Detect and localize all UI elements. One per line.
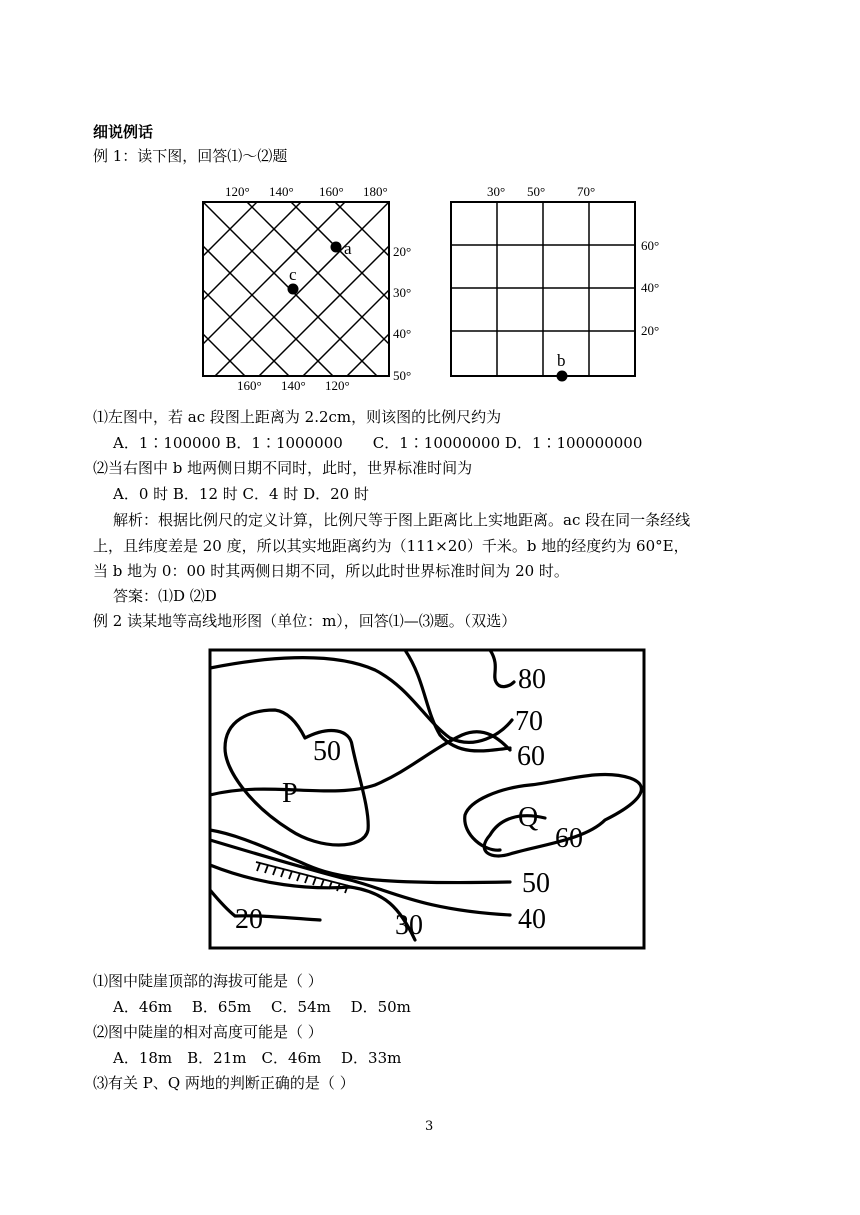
point-a-marker <box>331 242 342 253</box>
point-b-label: b <box>557 351 566 370</box>
ex1-q2-options: A．0 时 B．12 时 C．4 时 D．20 时 <box>113 485 369 503</box>
ex2-q1-stem: ⑴图中陡崖顶部的海拔可能是（ ） <box>93 972 323 990</box>
right-top-label: 50° <box>527 184 546 199</box>
left-bottom-label: 140° <box>281 378 306 393</box>
contour-50 <box>210 830 510 883</box>
contour-map <box>200 640 660 955</box>
contour-label: 20 <box>235 904 263 935</box>
contour-20 <box>210 890 320 920</box>
point-p-label: P <box>282 778 298 809</box>
page-number: 3 <box>425 1119 434 1134</box>
right-top-label: 30° <box>487 184 506 199</box>
ex1-analysis-line: 当 b 地为 0：00 时其两侧日期不同，所以此时世界标准时间为 20 时。 <box>93 562 569 580</box>
ex1-q1-options: A．1∶100000 B．1∶1000000 C．1∶10000000 D．1∶100000000 <box>113 434 643 452</box>
contour-lines <box>210 650 641 940</box>
left-right-label: 40° <box>393 326 412 341</box>
point-c-marker <box>288 284 299 295</box>
left-top-label: 140° <box>269 184 294 199</box>
contour-70 <box>210 658 512 743</box>
example2-intro: 例 2 读某地等高线地形图（单位：m），回答⑴—⑶题。（双选） <box>93 612 517 630</box>
ex2-q1-options: A．46m B．65m C．54m D．50m <box>113 998 411 1016</box>
contour-60-q <box>465 774 642 856</box>
ex2-q2-stem: ⑵图中陡崖的相对高度可能是（ ） <box>93 1023 323 1041</box>
left-top-label: 160° <box>319 184 344 199</box>
ex2-q3-stem: ⑶有关 P、Q 两地的判断正确的是（ ） <box>93 1074 355 1092</box>
contour-80 <box>490 650 514 687</box>
left-bottom-label: 160° <box>237 378 262 393</box>
contour-label: 50 <box>313 736 341 767</box>
ex1-q1-stem: ⑴左图中，若 ac 段图上距离为 2.2cm，则该图的比例尺约为 <box>93 408 502 426</box>
left-top-label: 180° <box>363 184 388 199</box>
left-top-label: 120° <box>225 184 250 199</box>
right-right-label: 20° <box>641 323 660 338</box>
ex1-answer: 答案：⑴D ⑵D <box>113 587 217 605</box>
right-map <box>445 178 675 388</box>
contour-label: 50 <box>522 868 550 899</box>
contour-label: 60 <box>517 741 545 772</box>
example1-intro: 例 1：读下图，回答⑴～⑵题 <box>93 147 288 165</box>
ex1-analysis-line: 上，且纬度差是 20 度，所以其实地距离约为（111×20）千米。b 地的经度约为 60°E， <box>93 537 689 555</box>
ex2-q2-options: A．18m B．21m C．46m D．33m <box>113 1049 402 1067</box>
ex1-q2-stem: ⑵当右图中 b 地两侧日期不同时，此时，世界标准时间为 <box>93 459 473 477</box>
point-b-marker <box>557 371 568 382</box>
contour-label: 70 <box>515 706 543 737</box>
section-title: 细说例话 <box>93 123 154 141</box>
ex1-analysis-line: 解析：根据比例尺的定义计算，比例尺等于图上距离比上实地距离。ac 段在同一条经线 <box>113 511 691 529</box>
left-right-label: 50° <box>393 368 412 383</box>
left-right-label: 30° <box>393 285 412 300</box>
contour-label: 30 <box>395 910 423 941</box>
contour-label: 80 <box>518 664 546 695</box>
point-a-label: a <box>344 239 352 258</box>
right-map-grid <box>451 202 635 376</box>
right-right-label: 40° <box>641 280 660 295</box>
right-top-label: 70° <box>577 184 596 199</box>
contour-label: 60 <box>555 823 583 854</box>
left-bottom-label: 120° <box>325 378 350 393</box>
left-right-label: 20° <box>393 244 412 259</box>
point-q-label: Q <box>518 802 539 833</box>
right-right-label: 60° <box>641 238 660 253</box>
left-map <box>195 178 435 396</box>
point-c-label: c <box>289 265 297 284</box>
contour-label: 40 <box>518 904 546 935</box>
